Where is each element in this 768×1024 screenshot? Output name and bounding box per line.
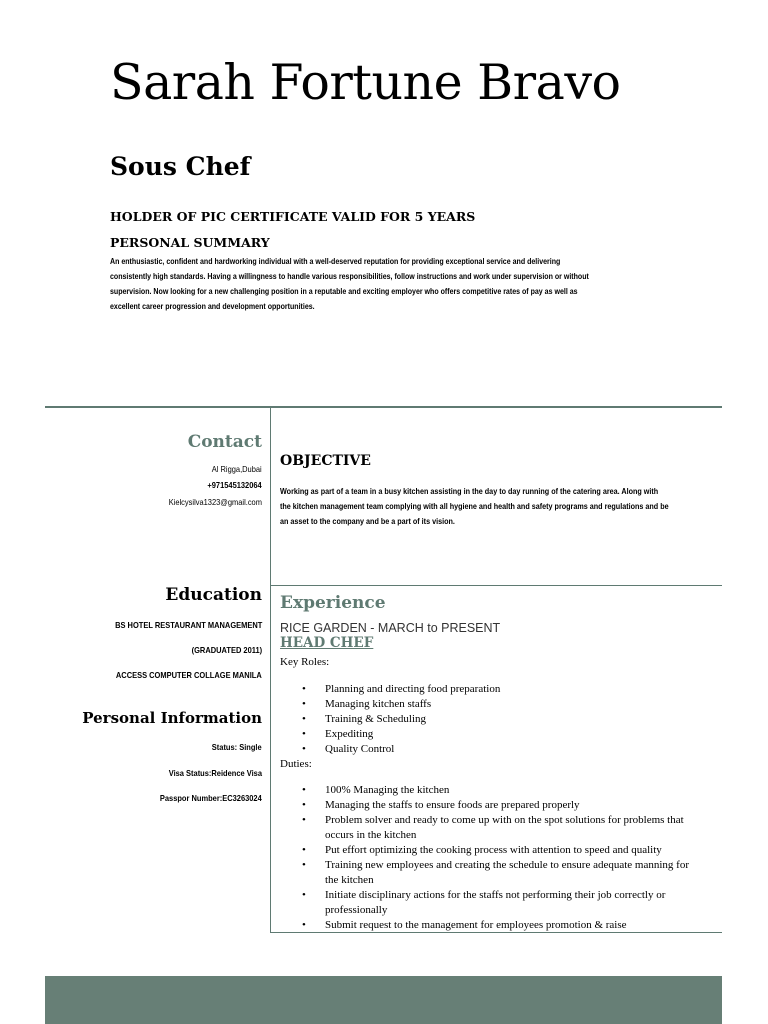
column-divider xyxy=(270,408,271,933)
list-item xyxy=(280,888,710,918)
job-title-heading: Sous Chef xyxy=(110,152,251,181)
list-item xyxy=(280,918,710,933)
list-item xyxy=(280,742,710,757)
personal-passport-number: Passpor Number:EC3263024 xyxy=(160,793,262,803)
bullet-icon: • xyxy=(302,814,306,826)
list-item-text-continued: professionally xyxy=(325,904,388,916)
bullet-icon: • xyxy=(302,683,306,695)
list-item xyxy=(280,813,710,843)
personal-summary-text xyxy=(110,254,673,314)
list-item xyxy=(280,783,710,798)
education-graduated: (GRADUATED 2011) xyxy=(191,645,262,655)
bullet-icon: • xyxy=(302,919,306,931)
bullet-icon: • xyxy=(302,743,306,755)
list-item-text-continued: occurs in the kitchen xyxy=(325,829,417,841)
contact-email: Kielcysilva1323@gmail.com xyxy=(168,497,262,507)
bullet-icon: • xyxy=(302,728,306,740)
list-item-text: Initiate disciplinary actions for the staffs not performing their job correctly or xyxy=(325,889,666,901)
objective-line: an asset to the company and be a part of its vision. xyxy=(280,516,455,526)
personal-status: Status: Single xyxy=(212,742,262,752)
personal-visa-status: Visa Status:Reidence Visa xyxy=(168,768,262,778)
section-divider-middle xyxy=(271,585,722,586)
duties-label: Duties: xyxy=(280,758,312,770)
list-item-text: Quality Control xyxy=(325,743,395,755)
contact-address: Al Rigga,Dubai xyxy=(212,464,262,474)
education-degree: BS HOTEL RESTAURANT MANAGEMENT xyxy=(114,620,262,630)
list-item-text: 100% Managing the kitchen xyxy=(325,784,450,796)
summary-line: consistently high standards. Having a willingness to handle various responsibilities, follow instructions and work under supervision or without xyxy=(110,272,589,281)
summary-line: supervision. Now looking for a new challenging position in a reputable and exciting employer who offers competitive rates of pay as well as xyxy=(110,287,578,296)
footer-bar xyxy=(45,976,722,1024)
employer-and-dates: RICE GARDEN - MARCH to PRESENT xyxy=(280,621,501,635)
list-item-text: Planning and directing food preparation xyxy=(325,683,501,695)
key-roles-list xyxy=(280,682,710,757)
list-item-text: Managing kitchen staffs xyxy=(325,698,432,710)
contact-heading: Contact xyxy=(187,432,262,452)
list-item-text: Submit request to the management for employees promotion & raise xyxy=(325,919,627,931)
bullet-icon: • xyxy=(302,784,306,796)
bullet-icon: • xyxy=(302,889,306,901)
key-roles-label: Key Roles: xyxy=(280,656,330,668)
summary-line: An enthusiastic, confident and hardworking individual with a well-deserved reputation for providing exceptional service and delivering xyxy=(110,257,561,266)
list-item-text: Training new employees and creating the schedule to ensure adequate manning for xyxy=(325,859,690,871)
summary-line: excellent career progression and development opportunities. xyxy=(110,302,315,311)
list-item-text: Problem solver and ready to come up with on the spot solutions for problems that xyxy=(325,814,684,826)
list-item xyxy=(280,682,710,697)
section-divider-top xyxy=(45,406,722,408)
list-item xyxy=(280,727,710,742)
list-item xyxy=(280,712,710,727)
bullet-icon: • xyxy=(302,844,306,856)
list-item xyxy=(280,697,710,712)
list-item xyxy=(280,843,710,858)
list-item-text: Training & Scheduling xyxy=(325,713,427,725)
bullet-icon: • xyxy=(302,713,306,725)
objective-heading: OBJECTIVE xyxy=(280,453,371,469)
bullet-icon: • xyxy=(302,799,306,811)
bullet-icon: • xyxy=(302,859,306,871)
objective-line: Working as part of a team in a busy kitchen assisting in the day to day running of the catering area. Along with xyxy=(280,486,659,496)
contact-phone: +971545132064 xyxy=(207,480,262,490)
education-school: ACCESS COMPUTER COLLAGE MANILA xyxy=(116,670,262,680)
list-item-text: Expediting xyxy=(325,728,374,740)
list-item xyxy=(280,858,710,888)
list-item-text: Managing the staffs to ensure foods are prepared properly xyxy=(325,799,580,811)
personal-information-heading: Personal Information xyxy=(82,709,262,727)
list-item-text: Put effort optimizing the cooking process with attention to speed and quality xyxy=(325,844,662,856)
list-item-text-continued: the kitchen xyxy=(325,874,374,886)
position-title: HEAD CHEF xyxy=(280,635,374,651)
bullet-icon: • xyxy=(302,698,306,710)
objective-line: the kitchen management team complying with all hygiene and health and safety programs and regulations and be xyxy=(280,501,669,511)
personal-summary-heading: PERSONAL SUMMARY xyxy=(110,235,270,250)
experience-heading: Experience xyxy=(280,593,386,613)
candidate-name: Sarah Fortune Bravo xyxy=(110,54,621,111)
objective-text xyxy=(280,484,710,529)
education-heading: Education xyxy=(165,585,262,605)
certificate-line: HOLDER OF PIC CERTIFICATE VALID FOR 5 YEARS xyxy=(110,209,476,224)
duties-list xyxy=(280,783,710,933)
list-item xyxy=(280,798,710,813)
